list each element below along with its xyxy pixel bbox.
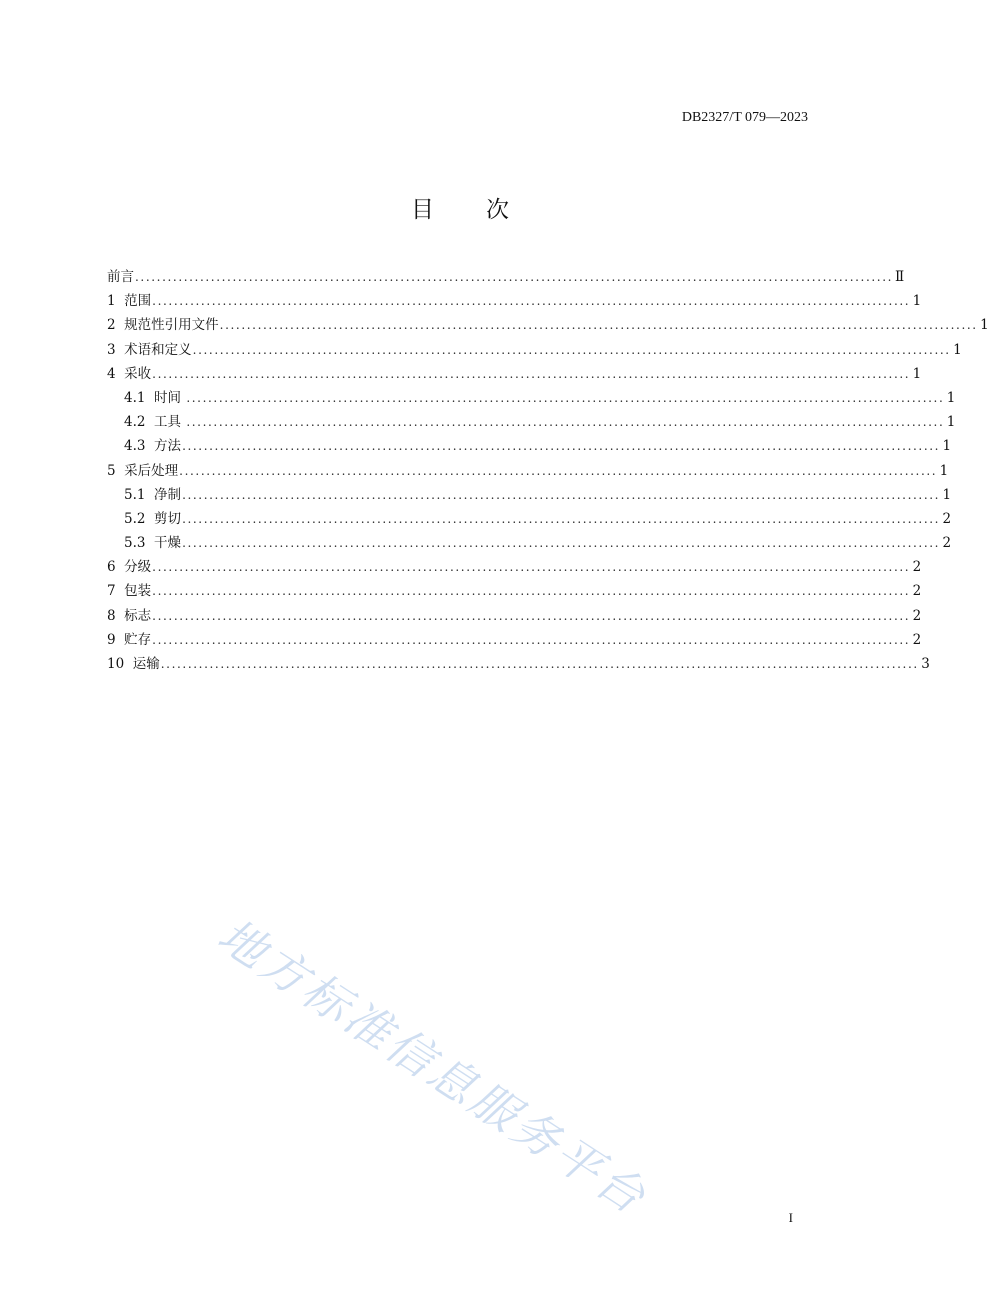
toc-entry-page: 1 [942,438,952,455]
toc-entry-label: 3 术语和定义 [107,341,192,358]
toc-entry-page: 1 [912,365,922,382]
toc-leader-dots: ............................................................................................................................................ [152,366,911,381]
toc-entry-label: 10 运输 [107,656,160,672]
table-of-contents [107,265,989,676]
toc-leader-dots: ............................................................................................................................................ [152,584,911,599]
toc-entry-label: 5.1 净制 [124,486,182,503]
toc-entry[interactable] [107,362,922,386]
toc-leader-dots: ............................................................................................................................................ [152,560,911,575]
page-number: I [788,1210,793,1225]
toc-entry-label: 前言 [107,269,134,285]
document-code: DB2327/T 079—2023 [681,110,808,125]
toc-leader-dots: ............................................................................................................................................ [182,536,941,551]
toc-entry-page: 1 [939,462,949,479]
toc-entry-page: Ⅱ [895,269,905,285]
toc-title-char-1: 目 [411,197,434,223]
toc-entry-page: 1 [980,317,989,334]
toc-entry-page: 1 [912,293,922,310]
toc-leader-dots: ............................................................................................................................................ [179,463,938,478]
toc-entry-label: 9 贮存 [107,631,152,648]
toc-entry-page: 1 [953,341,962,358]
toc-entry-label: 8 标志 [107,607,152,624]
toc-entry-page: 3 [921,656,930,672]
toc-leader-dots: ............................................................................................................................................ [152,632,911,647]
toc-entry-label: 5.3 干燥 [124,535,182,552]
toc-entry[interactable] [107,531,952,555]
toc-leader-dots: ............................................................................................................................................ [186,415,945,430]
toc-entry-page: 2 [912,583,922,600]
toc-leader-dots: ............................................................................................................................................ [182,487,941,502]
toc-entry-label: 4.3 方法 [124,438,182,455]
toc-entry-page: 2 [912,631,922,648]
toc-leader-dots: ............................................................................................................................................ [182,511,941,526]
toc-entry[interactable] [107,338,962,362]
toc-leader-dots: ............................................................................................................................................ [152,608,911,623]
toc-entry-label: 5.2 剪切 [124,510,182,527]
toc-entry[interactable] [107,555,922,579]
toc-title-char-2: 次 [486,197,509,223]
toc-entry-label: 2 规范性引用文件 [107,317,219,334]
toc-leader-dots: ............................................................................................................................................ [135,270,894,284]
toc-entry[interactable] [107,604,922,628]
toc-entry[interactable] [107,579,922,603]
toc-leader-dots: ............................................................................................................................................ [219,318,978,333]
toc-entry-page: 2 [912,559,922,576]
toc-entry[interactable] [107,434,952,458]
toc-entry[interactable] [107,265,905,289]
toc-entry-page: 1 [946,414,956,431]
toc-entry-label: 4.2 工具 [124,414,186,431]
toc-entry[interactable] [107,313,989,337]
toc-leader-dots: ............................................................................................................................................ [182,439,941,454]
toc-title [0,191,920,224]
toc-entry[interactable] [107,483,952,507]
toc-entry-label: 4 采收 [107,365,152,382]
toc-entry-page: 2 [942,535,952,552]
toc-entry-label: 7 包装 [107,583,152,600]
toc-entry[interactable] [107,628,922,652]
toc-entry[interactable] [107,459,949,483]
toc-leader-dots: ............................................................................................................................................ [160,657,919,671]
toc-entry-page: 1 [946,389,956,406]
toc-entry-label: 4.1 时间 [124,389,186,406]
toc-entry-label: 5 采后处理 [107,462,179,479]
toc-leader-dots: ............................................................................................................................................ [192,342,951,357]
toc-entry[interactable] [107,386,956,410]
toc-entry-page: 1 [942,486,952,503]
toc-entry-label: 6 分级 [107,559,152,576]
toc-entry[interactable] [107,410,956,434]
toc-entry-label: 1 范围 [107,293,152,310]
toc-entry[interactable] [107,507,952,531]
watermark: 地方标准信息服务平台 [208,907,658,1226]
toc-leader-dots: ............................................................................................................................................ [186,390,945,405]
toc-entry[interactable] [107,652,930,676]
toc-entry[interactable] [107,289,922,313]
toc-entry-page: 2 [912,607,922,624]
toc-entry-page: 2 [942,510,952,527]
toc-leader-dots: ............................................................................................................................................ [152,294,911,309]
